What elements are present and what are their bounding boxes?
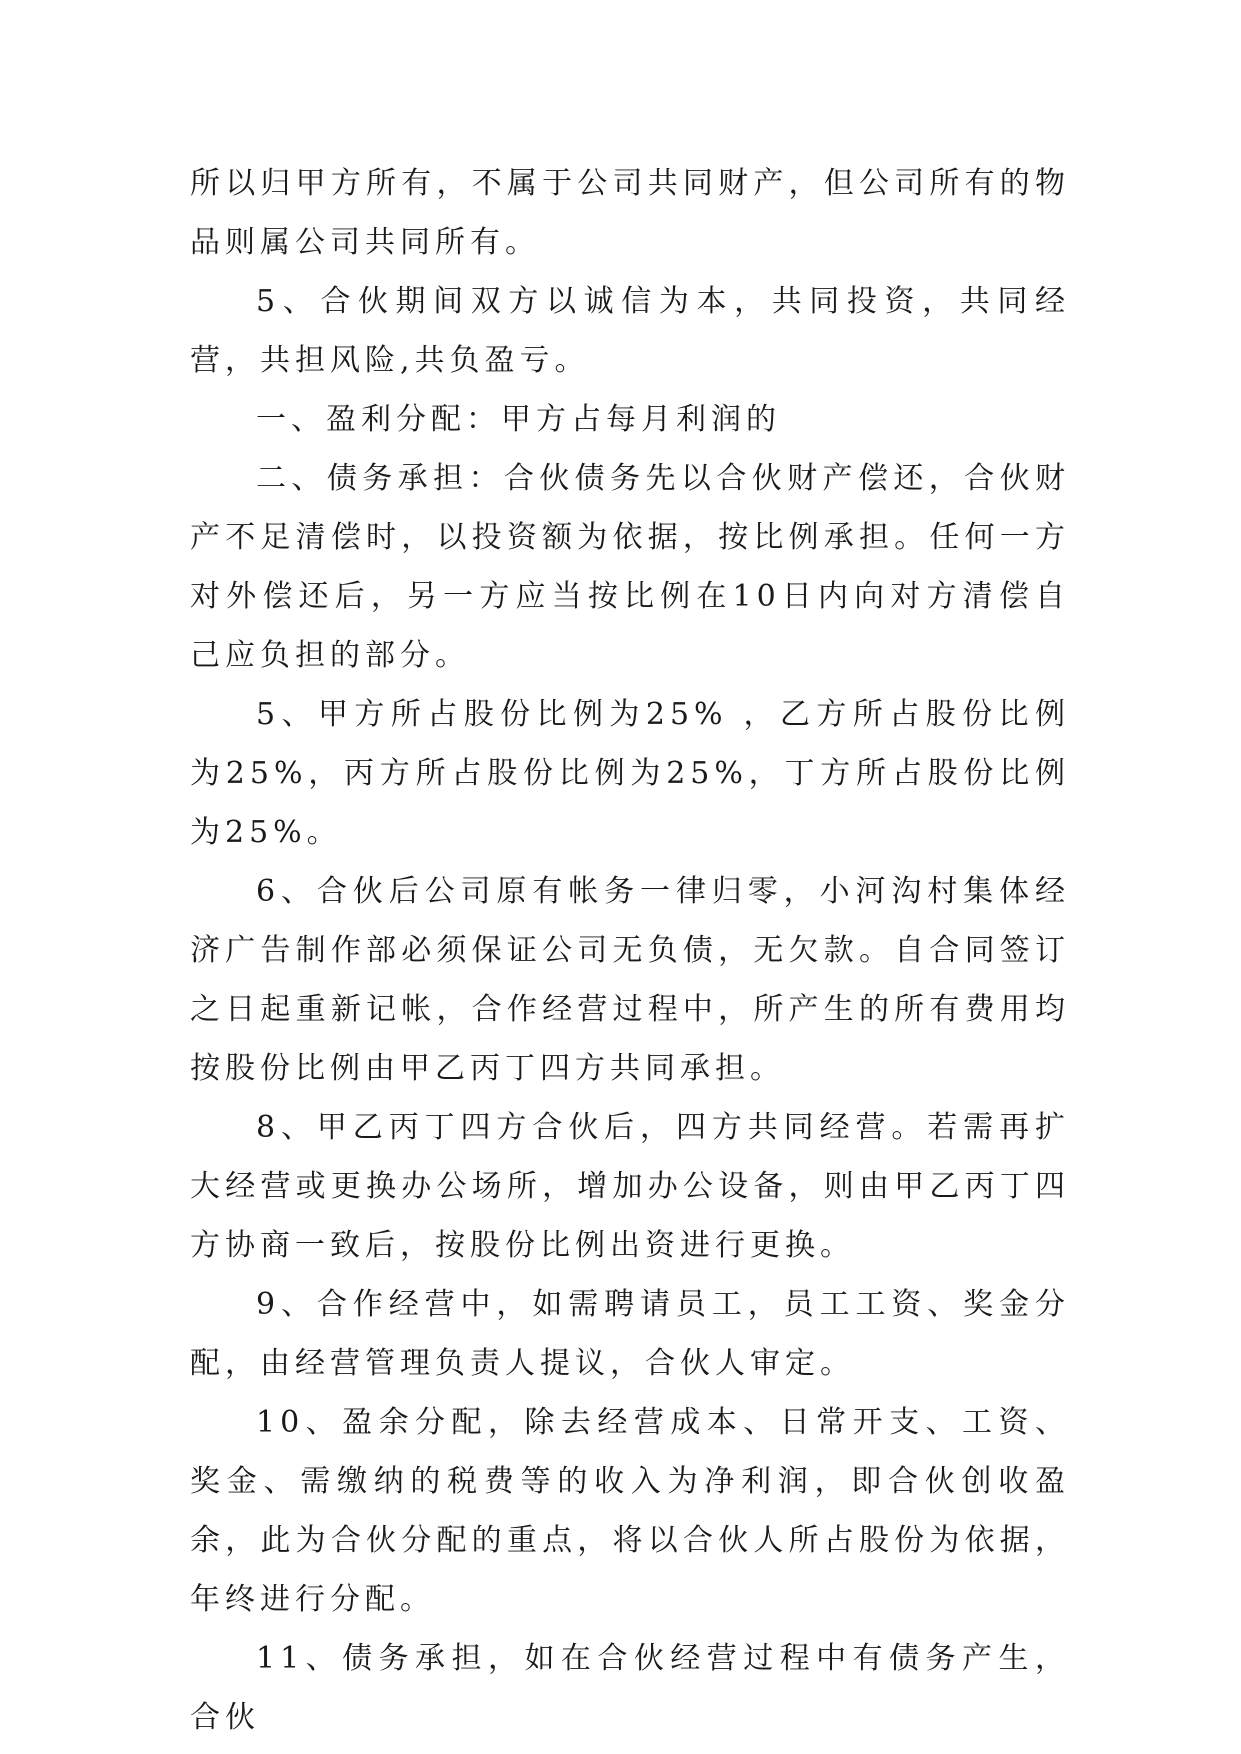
- paragraph-clause-5-share-ratio: 5、甲方所占股份比例为25% ，乙方所占股份比例为25%，丙方所占股份比例为25%，丁方所占股份比例为25%。: [190, 697, 1070, 850]
- document-body: [190, 154, 1070, 1747]
- paragraph-clause-10-surplus: 10、盈余分配，除去经营成本、日常开支、工资、奖金、需缴纳的税费等的收入为净利润，即合伙创收盈余，此为合伙分配的重点，将以合伙人所占股份为依据，年终进行分配。: [190, 1405, 1070, 1617]
- paragraph-clause-11-debt: 11、债务承担，如在合伙经营过程中有债务产生，合伙: [190, 1641, 1070, 1735]
- paragraph-profit-distribution: 一、盈利分配：甲方占每月利润的: [256, 402, 781, 437]
- paragraph-debt-bearing: 二、债务承担：合伙债务先以合伙财产偿还，合伙财产不足清偿时，以投资额为依据，按比例承担。任何一方对外偿还后，另一方应当按比例在10日内向对方清偿自己应负担的部分。: [190, 461, 1070, 673]
- paragraph-clause-8-expansion: 8、甲乙丙丁四方合伙后，四方共同经营。若需再扩大经营或更换办公场所，增加办公设备，则由甲乙丙丁四方协商一致后，按股份比例出资进行更换。: [190, 1110, 1070, 1263]
- paragraph-property-ownership: 所以归甲方所有，不属于公司共同财产，但公司所有的物品则属公司共同所有。: [190, 166, 1070, 260]
- paragraph-clause-6-accounts: 6、合伙后公司原有帐务一律归零，小河沟村集体经济广告制作部必须保证公司无负债，无欠款。自合同签订之日起重新记帐，合作经营过程中，所产生的所有费用均按股份比例由甲乙丙丁四方共同承担。: [190, 874, 1070, 1086]
- paragraph-clause-5-good-faith: 5、合伙期间双方以诚信为本，共同投资，共同经营，共担风险,共负盈亏。: [190, 284, 1070, 378]
- paragraph-clause-9-staff: 9、合作经营中，如需聘请员工，员工工资、奖金分配，由经营管理负责人提议，合伙人审定。: [190, 1287, 1070, 1381]
